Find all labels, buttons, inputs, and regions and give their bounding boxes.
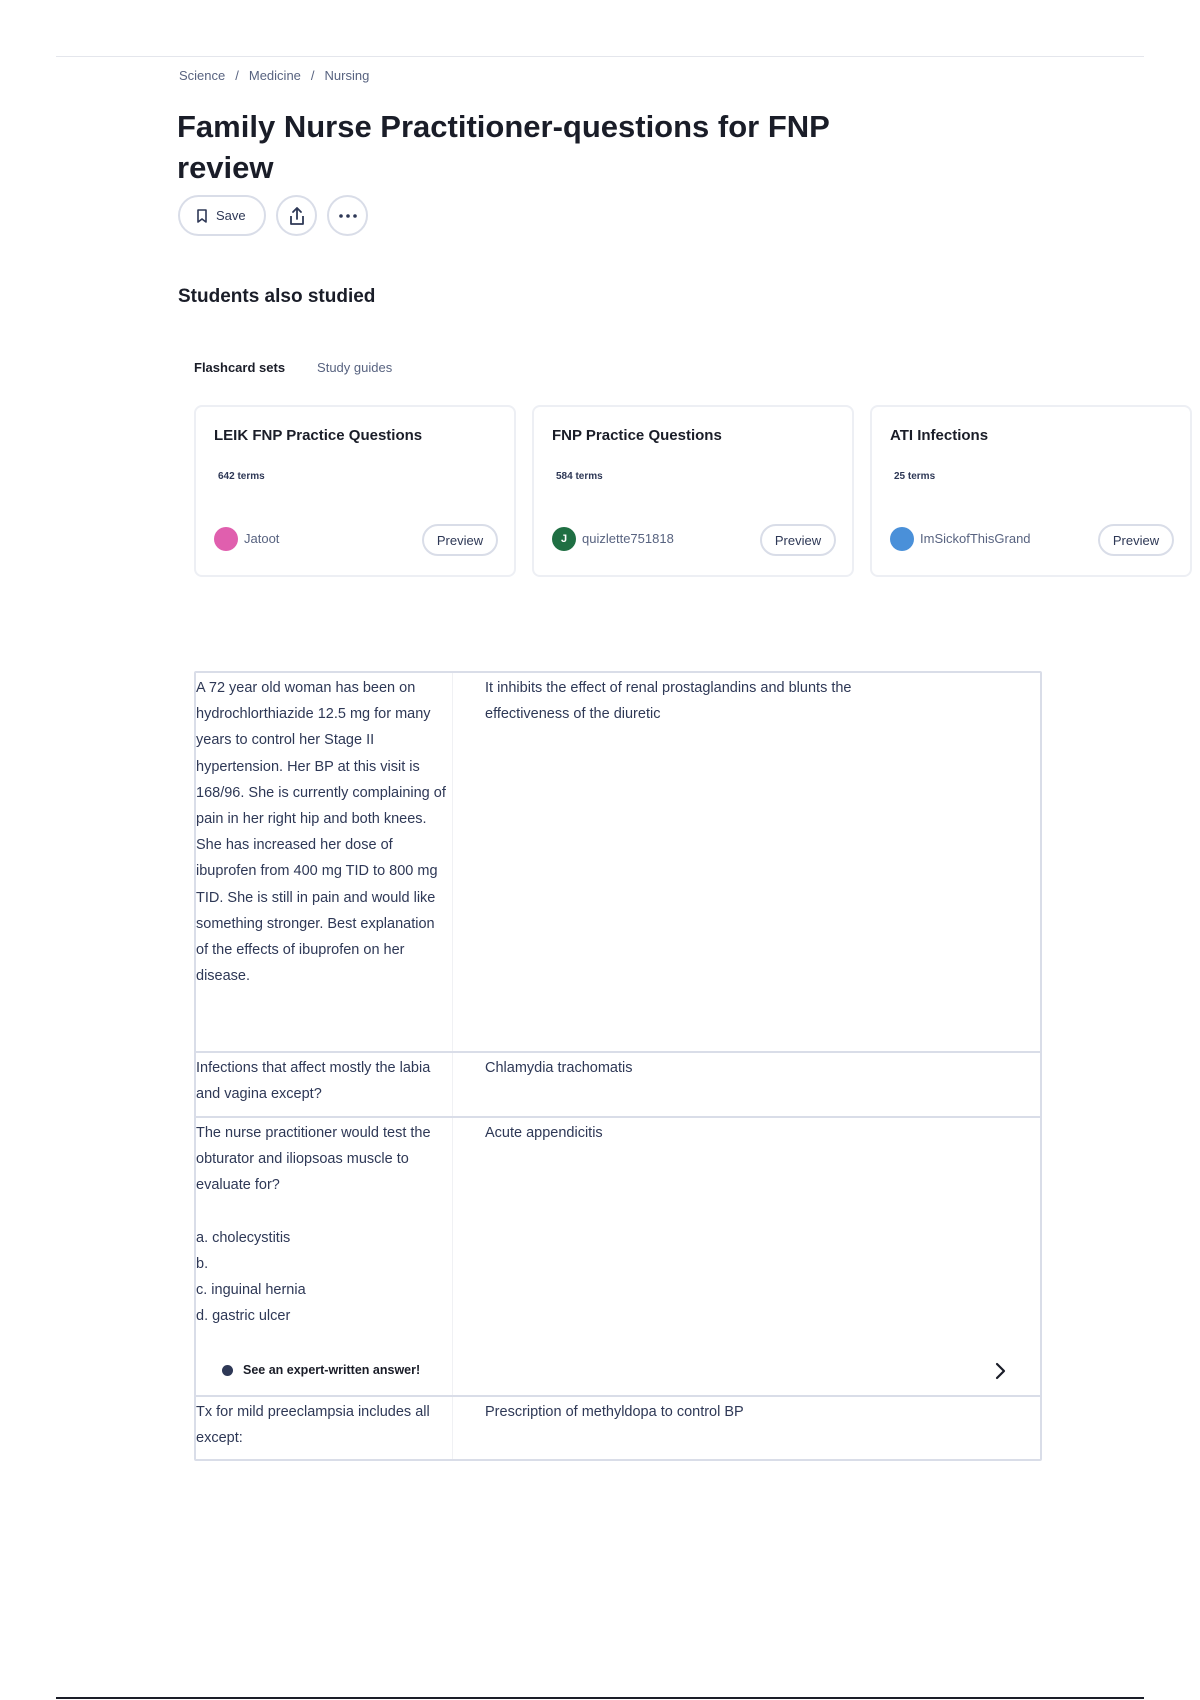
related-sets-carousel bbox=[194, 405, 1160, 577]
term-cell: The nurse practitioner would test the obturator and iliopsoas muscle to evaluate for? a. cholecystitis b. c. inguinal hernia d. gastric ulcer bbox=[196, 1118, 453, 1395]
term-cell: Tx for mild preeclampsia includes all except: bbox=[196, 1397, 453, 1459]
definition-cell: It inhibits the effect of renal prostaglandins and blunts the effectiveness of the diuretic bbox=[485, 680, 852, 723]
set-card[interactable] bbox=[532, 405, 854, 577]
preview-button[interactable]: Preview bbox=[1098, 524, 1174, 556]
definition-cell: Acute appendicitis bbox=[485, 1125, 603, 1141]
expert-answer-link[interactable] bbox=[222, 1363, 420, 1377]
avatar bbox=[890, 527, 914, 551]
avatar bbox=[214, 527, 238, 551]
tab-flashcard-sets[interactable]: Flashcard sets bbox=[194, 360, 286, 375]
breadcrumb-nursing[interactable]: Nursing bbox=[324, 68, 370, 83]
preview-button[interactable]: Preview bbox=[422, 524, 498, 556]
more-options-button[interactable] bbox=[327, 195, 368, 236]
set-card-terms: 642 terms bbox=[218, 471, 265, 482]
action-bar bbox=[178, 195, 368, 236]
save-label: Save bbox=[216, 208, 246, 223]
set-card[interactable] bbox=[870, 405, 1192, 577]
tab-study-guides[interactable]: Study guides bbox=[317, 360, 393, 375]
terms-table bbox=[194, 671, 1042, 1461]
table-row bbox=[196, 1053, 1040, 1118]
bookmark-icon bbox=[196, 209, 208, 223]
set-card-username[interactable]: Jatoot bbox=[244, 531, 280, 546]
share-button[interactable] bbox=[276, 195, 317, 236]
set-card-terms: 584 terms bbox=[556, 471, 603, 482]
set-card-title[interactable]: ATI Infections bbox=[890, 427, 989, 444]
breadcrumb-science[interactable]: Science bbox=[179, 68, 226, 83]
term-cell: A 72 year old woman has been on hydrochlorthiazide 12.5 mg for many years to control her Stage II hypertension. Her BP at this visit is 168/96. She is currently complaining of pain in her right hip and both knees. She has increased her dose of ibuprofen from 400 mg TID to 800 mg TID. She is still in pain and would like something stronger. Best explanation of the effects of ibuprofen on her disease. bbox=[196, 673, 453, 1051]
set-card-username[interactable]: quizlette751818 bbox=[582, 531, 674, 546]
table-row bbox=[196, 673, 1040, 1053]
related-tabs bbox=[194, 360, 392, 375]
set-card-title[interactable]: LEIK FNP Practice Questions bbox=[214, 427, 423, 444]
preview-button[interactable]: Preview bbox=[760, 524, 836, 556]
ellipsis-icon bbox=[338, 213, 358, 219]
save-button[interactable] bbox=[178, 195, 266, 236]
definition-cell: Prescription of methyldopa to control BP bbox=[485, 1404, 744, 1420]
dot-icon bbox=[222, 1365, 233, 1376]
breadcrumb-medicine[interactable]: Medicine bbox=[248, 68, 301, 83]
set-card-terms: 25 terms bbox=[894, 471, 936, 482]
table-row bbox=[196, 1118, 1040, 1397]
expert-answer-label: See an expert-written answer! bbox=[243, 1363, 421, 1377]
set-card[interactable] bbox=[194, 405, 516, 577]
set-card-title[interactable]: FNP Practice Questions bbox=[552, 427, 722, 444]
chevron-right-icon[interactable] bbox=[990, 1361, 1010, 1381]
top-divider bbox=[56, 56, 1144, 57]
term-cell: Infections that affect mostly the labia and vagina except? bbox=[196, 1053, 453, 1116]
definition-cell: Chlamydia trachomatis bbox=[485, 1060, 633, 1076]
breadcrumb bbox=[179, 68, 369, 83]
avatar: J bbox=[552, 527, 576, 551]
bottom-divider bbox=[56, 1697, 1144, 1699]
breadcrumb-separator: / bbox=[310, 68, 315, 83]
students-also-studied-heading: Students also studied bbox=[178, 286, 376, 307]
breadcrumb-separator: / bbox=[235, 68, 239, 83]
table-row bbox=[196, 1397, 1040, 1459]
page-title: Family Nurse Practitioner-questions for FNP review bbox=[177, 109, 830, 185]
share-icon bbox=[288, 206, 306, 226]
set-card-username[interactable]: ImSickofThisGrand bbox=[920, 531, 1031, 546]
